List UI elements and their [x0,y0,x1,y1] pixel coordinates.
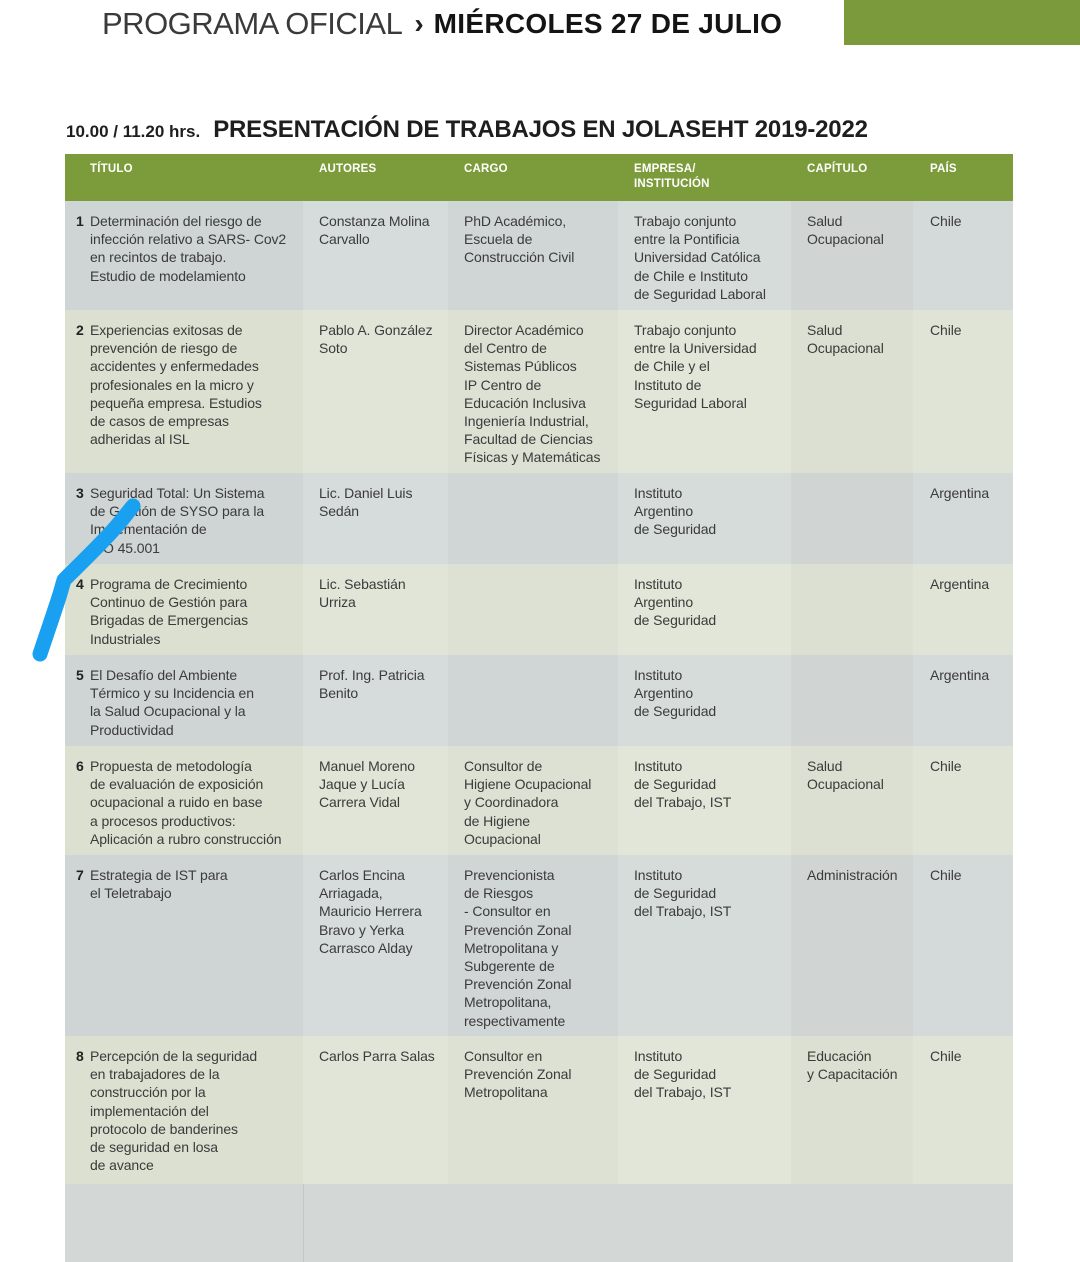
cell-line: Carvallo [319,231,370,248]
cell-line: Lic. Sebastián [319,576,406,592]
cell-empresa [618,746,791,855]
table-row [65,746,1013,855]
cell-line: Productividad [90,721,174,738]
cell-line: Industriales [90,630,161,647]
column-header-autores: AUTORES [319,163,377,175]
row-number: 8 [76,1048,84,1064]
cell-line: Ocupacional [807,340,884,357]
cell-line: Metropolitana y [464,939,559,956]
cell-cargo [448,201,618,310]
cell-line: la Salud Ocupacional y la [90,703,246,720]
cell-line: Instituto [634,485,683,501]
cell-line: Propuesta de metodología [90,758,252,774]
cell-empresa [618,473,791,564]
session-time: 10.00 / 11.20 hrs. [66,122,201,141]
cell-empresa [618,655,791,746]
cell-capitulo [791,564,913,655]
cell-autores [303,310,448,473]
cell-line: implementación del [90,1102,209,1119]
cell-cargo [448,473,618,564]
cell-line: Pablo A. González [319,322,433,338]
cell-line: Consultor en [464,1048,543,1064]
cell-line: Director Académico [464,322,584,338]
row-number: 6 [76,758,84,774]
cell-line: Brigadas de Emergencias [90,612,249,629]
cell-line: Trabajo conjunto [634,322,737,338]
cell-line: Prof. Ing. Patricia [319,667,425,683]
cell-line: Carlos Encina [319,867,405,883]
cell-line: Salud [807,758,843,774]
cell-line: Argentina [930,667,990,683]
cell-line: Chile [930,758,962,774]
cell-line: Consultor de [464,758,543,774]
cell-pais [913,564,1013,655]
cell-line: y Capacitación [807,1066,898,1083]
cell-empresa [618,564,791,655]
cell-capitulo [791,746,913,855]
cell-line: Argentino [634,594,694,611]
cell-line: de Riesgos [464,885,534,902]
cell-line: en recintos de trabajo. [90,249,227,266]
cell-empresa [618,310,791,473]
cell-line: el Teletrabajo [90,885,172,902]
cell-line: de casos de empresas [90,413,229,430]
cell-line: Aplicación a rubro construcción [90,830,282,847]
cell-line: en trabajadores de la [90,1066,220,1083]
cell-line: Universidad Católica [634,249,761,266]
cell-line: El Desafío del Ambiente [90,667,238,683]
cell-line: Chile [930,322,962,338]
cell-line: Argentino [634,685,694,702]
cell-titulo [65,310,303,473]
cell-line: Argentina [930,576,990,592]
cell-line: Construcción Civil [464,249,575,266]
cell-pais [913,473,1013,564]
cell-line: Físicas y Matemáticas [464,449,601,466]
cell-line: de Seguridad [634,885,717,902]
cell-line: ocupacional a ruido en base [90,794,263,811]
cell-line: Instituto [634,1048,683,1064]
cell-line: de avance [90,1157,154,1174]
cell-line: Determinación del riesgo de [90,213,262,229]
cell-line: a procesos productivos: [90,812,236,829]
cell-line: Prevención Zonal [464,1066,572,1083]
cell-line: Carlos Parra Salas [319,1048,435,1064]
cell-line: Ocupacional [807,231,884,248]
cell-line: Benito [319,685,359,702]
cell-line: PhD Académico, [464,213,567,229]
cell-line: Chile [930,867,962,883]
cell-cargo [448,310,618,473]
cell-line: Argentino [634,503,694,520]
cell-line: Ocupacional [464,830,541,847]
cell-line: Soto [319,340,348,357]
cell-line: Seguridad Laboral [634,394,747,411]
cell-autores [303,655,448,746]
table-row [65,564,1013,655]
cell-line: entre la Universidad [634,340,757,357]
cell-line: Escuela de [464,231,533,248]
cell-line: Prevención Zonal [464,921,572,938]
column-header-empresa [634,162,710,192]
cell-cargo [448,1036,618,1184]
row-number: 1 [76,213,84,229]
cell-line: adheridas al ISL [90,431,190,448]
cell-line: Carrera Vidal [319,794,400,811]
cell-line: de Seguridad [634,1066,717,1083]
cell-line: respectivamente [464,1012,566,1029]
cell-line: de Chile y el [634,358,710,375]
cell-line: Implementación de [90,521,207,538]
cell-line: Estudio de modelamiento [90,267,246,284]
column-header-empresa-line1: EMPRESA/ [634,163,696,175]
cell-line: pequeña empresa. Estudios [90,394,262,411]
cell-line: IP Centro de [464,376,542,393]
table-row [65,201,1013,310]
cell-cargo [448,855,618,1036]
cell-titulo [65,746,303,855]
program-table [65,154,1013,1262]
cell-cargo [448,746,618,855]
cell-line: entre la Pontificia [634,231,740,248]
cell-line: Metropolitana, [464,994,552,1011]
header-accent-bar [844,0,1080,45]
cell-line: de seguridad en losa [90,1139,218,1156]
row-number: 3 [76,485,84,501]
cell-capitulo [791,855,913,1036]
cell-line: Instituto [634,867,683,883]
cell-line: Experiencias exitosas de [90,322,243,338]
cell-line: Argentina [930,485,990,501]
cell-line: Estrategia de IST para [90,867,228,883]
cell-line: Higiene Ocupacional [464,776,592,793]
cell-line: de Chile e Instituto [634,267,748,284]
column-header-titulo: TÍTULO [90,163,133,175]
cell-line: Manuel Moreno [319,758,415,774]
table-row [65,655,1013,746]
chevron-right-icon: › [414,8,424,39]
cell-line: Carrasco Alday [319,939,413,956]
cell-pais [913,1036,1013,1184]
cell-line: del Trabajo, IST [634,903,732,920]
cell-line: de Higiene [464,812,530,829]
cell-line: Educación Inclusiva [464,394,586,411]
cell-line: de Seguridad [634,703,717,720]
cell-line: Chile [930,1048,962,1064]
cell-capitulo [791,310,913,473]
cell-line: Prevencionista [464,867,555,883]
column-header-empresa-line2: INSTITUCIÓN [634,178,710,190]
cell-pais [913,201,1013,310]
cell-line: Chile [930,213,962,229]
cell-line: Sedán [319,503,359,520]
cell-line: Prevención Zonal [464,976,572,993]
cell-line: infección relativo a SARS- Cov2 [90,231,287,248]
cell-capitulo [791,655,913,746]
cell-line: Metropolitana [464,1084,548,1101]
cell-line: Programa de Crecimiento [90,576,248,592]
cell-line: de Seguridad [634,776,717,793]
cell-line: Seguridad Total: Un Sistema [90,485,265,501]
row-number: 2 [76,322,84,338]
cell-titulo [65,473,303,564]
cell-line: Salud [807,213,843,229]
row-number: 5 [76,667,84,683]
cell-line: del Trabajo, IST [634,794,732,811]
cell-line: Continuo de Gestión para [90,594,248,611]
cell-line: de Seguridad [634,612,717,629]
cell-autores [303,473,448,564]
cell-autores [303,855,448,1036]
cell-titulo [65,1036,303,1184]
cell-line: ISO 45.001 [90,539,160,556]
cell-pais [913,746,1013,855]
cell-line: Trabajo conjunto [634,213,737,229]
table-body [65,201,1013,1184]
cell-line: Educación [807,1048,872,1064]
cell-empresa [618,855,791,1036]
cell-capitulo [791,201,913,310]
cell-line: de Seguridad Laboral [634,285,766,302]
cell-titulo [65,564,303,655]
column-header-cargo: CARGO [464,163,508,175]
cell-titulo [65,855,303,1036]
cell-line: Instituto de [634,376,702,393]
cell-line: del Centro de [464,340,547,357]
cell-pais [913,655,1013,746]
cell-cargo [448,655,618,746]
cell-line: Mauricio Herrera [319,903,422,920]
table-row [65,1036,1013,1184]
cell-line: Facultad de Ciencias [464,431,593,448]
cell-line: Térmico y su Incidencia en [90,685,254,702]
cell-line: de Seguridad [634,521,717,538]
cell-autores [303,1036,448,1184]
cell-line: Arriagada, [319,885,383,902]
table-row [65,310,1013,473]
cell-line: Administración [807,867,898,883]
cell-autores [303,564,448,655]
cell-line: Sistemas Públicos [464,358,577,375]
row-number: 7 [76,867,84,883]
cell-line: Subgerente de [464,958,555,975]
cell-line: accidentes y enfermedades [90,358,259,375]
cell-line: - Consultor en [464,903,551,920]
cell-autores [303,746,448,855]
cell-capitulo [791,473,913,564]
cell-line: y Coordinadora [464,794,559,811]
header-prefix: PROGRAMA OFICIAL [102,6,403,41]
cell-empresa [618,201,791,310]
header-day: MIÉRCOLES 27 DE JULIO [433,8,783,39]
cell-line: Salud [807,322,843,338]
cell-line: del Trabajo, IST [634,1084,732,1101]
cell-line: profesionales en la micro y [90,376,254,393]
row-number: 4 [76,576,84,592]
session-heading [66,116,868,148]
table-header [65,154,1013,201]
session-title: PRESENTACIÓN DE TRABAJOS EN JOLASEHT 2019-2022 [213,116,868,143]
cell-empresa [618,1036,791,1184]
cell-line: Bravo y Yerka [319,921,405,938]
cell-cargo [448,564,618,655]
cell-line: Ocupacional [807,776,884,793]
table-row [65,855,1013,1036]
cell-titulo [65,655,303,746]
cell-autores [303,201,448,310]
cell-line: prevención de riesgo de [90,340,238,357]
cell-line: de evaluación de exposición [90,776,264,793]
cell-line: Ingeniería Industrial, [464,413,589,430]
cell-line: Instituto [634,576,683,592]
cell-line: Urriza [319,594,356,611]
table-row [65,473,1013,564]
column-header-pais: PAÍS [930,163,957,175]
cell-titulo [65,201,303,310]
cell-line: Jaque y Lucía [319,776,405,793]
cell-line: Instituto [634,758,683,774]
cell-line: protocolo de banderines [90,1120,238,1137]
column-header-capitulo: CAPÍTULO [807,163,868,175]
cell-line: Lic. Daniel Luis [319,485,413,501]
cell-pais [913,310,1013,473]
cell-line: construcción por la [90,1084,206,1101]
cell-pais [913,855,1013,1036]
cell-line: Constanza Molina [319,213,430,229]
cell-line: Instituto [634,667,683,683]
page-header [102,4,782,44]
cell-capitulo [791,1036,913,1184]
cell-line: de Gestión de SYSO para la [90,503,265,520]
cell-line: Percepción de la seguridad [90,1048,258,1064]
